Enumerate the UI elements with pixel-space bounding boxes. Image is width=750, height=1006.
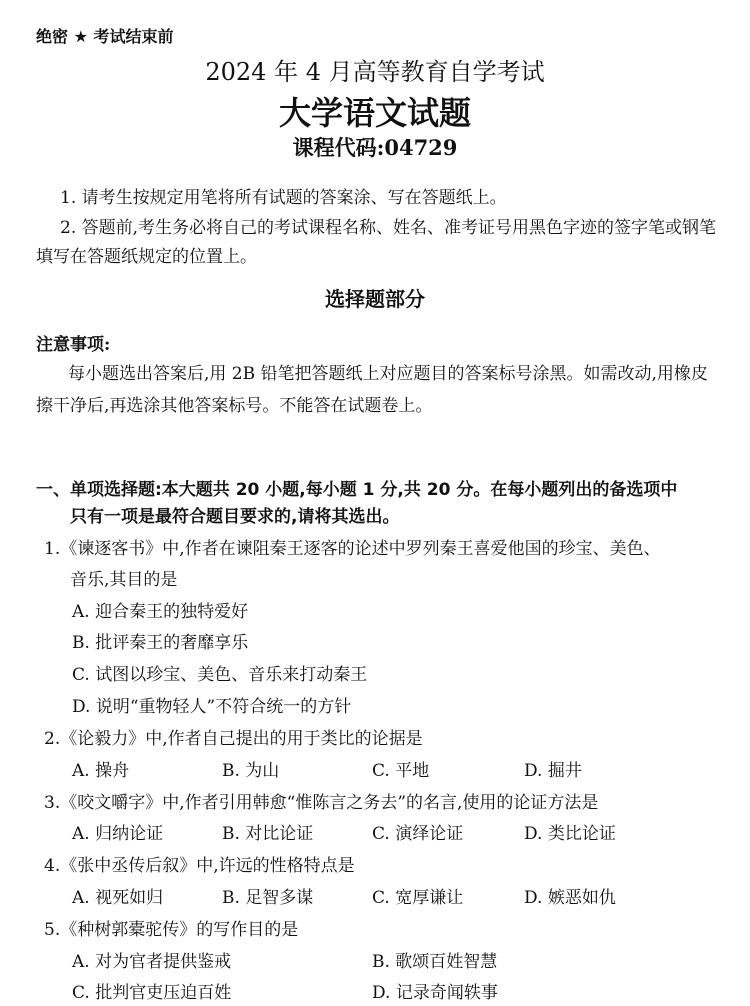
question-1-line: 音乐,其目的是	[70, 570, 178, 590]
option: A. 迎合秦王的独特爱好	[72, 602, 249, 622]
question-5-line: 5.《种树郭橐驼传》的写作目的是	[44, 920, 299, 940]
option: A. 操舟	[72, 761, 130, 781]
course-code: 课程代码:04729	[292, 135, 458, 160]
option: B. 为山	[222, 761, 280, 781]
option: C. 试图以珍宝、美色、音乐来打动秦王	[72, 665, 368, 685]
question-3-line: 3.《咬文嚼字》中,作者引用韩愈“惟陈言之务去”的名言,使用的论证方法是	[44, 793, 599, 813]
option: C. 宽厚谦让	[372, 888, 464, 908]
option: D. 记录奇闻轶事	[372, 983, 498, 1003]
option: D. 嫉恶如仇	[524, 888, 616, 908]
exam-title: 2024 年 4 月高等教育自学考试	[205, 58, 545, 86]
notes-line: 每小题选出答案后,用 2B 铅笔把答题纸上对应题目的答案标号涂黑。如需改动,用橡皮	[68, 364, 708, 384]
option: A. 视死如归	[72, 888, 164, 908]
option: B. 对比论证	[222, 824, 314, 844]
rule-line: 1. 请考生按规定用笔将所有试题的答案涂、写在答题纸上。	[60, 188, 507, 208]
option: C. 平地	[372, 761, 430, 781]
option: D. 说明“重物轻人”不符合统一的方针	[72, 697, 352, 717]
rule-line: 2. 答题前,考生务必将自己的考试课程名称、姓名、准考证号用黑色字迹的签字笔或钢笔	[60, 218, 717, 238]
option: B. 歌颂百姓智慧	[372, 952, 498, 972]
question-4-line: 4.《张中丞传后叙》中,许远的性格特点是	[44, 856, 355, 876]
part-heading: 只有一项是最符合题目要求的,请将其选出。	[70, 507, 400, 527]
confidential-label: 绝密 ★ 考试结束前	[36, 27, 174, 46]
option: B. 足智多谋	[222, 888, 314, 908]
section-heading: 选择题部分	[325, 287, 425, 311]
question-1-line: 1.《谏逐客书》中,作者在谏阻秦王逐客的论述中罗列秦王喜爱他国的珍宝、美色、	[44, 539, 661, 559]
option: C. 演绎论证	[372, 824, 464, 844]
question-2-line: 2.《论毅力》中,作者自己提出的用于类比的论据是	[44, 729, 423, 749]
subject-title: 大学语文试题	[278, 94, 471, 132]
option: A. 归纳论证	[72, 824, 164, 844]
option: C. 批判官吏压迫百姓	[72, 983, 232, 1003]
option: D. 类比论证	[524, 824, 616, 844]
option: B. 批评秦王的奢靡享乐	[72, 633, 249, 653]
notes-label: 注意事项:	[36, 335, 111, 355]
option: A. 对为官者提供鉴戒	[72, 952, 232, 972]
option: D. 掘井	[524, 761, 582, 781]
rule-line: 填写在答题纸规定的位置上。	[36, 247, 257, 267]
notes-line: 擦干净后,再选涂其他答案标号。不能答在试题卷上。	[36, 396, 433, 416]
part-heading: 一、单项选择题:本大题共 20 小题,每小题 1 分,共 20 分。在每小题列出的备选项中	[36, 480, 678, 500]
